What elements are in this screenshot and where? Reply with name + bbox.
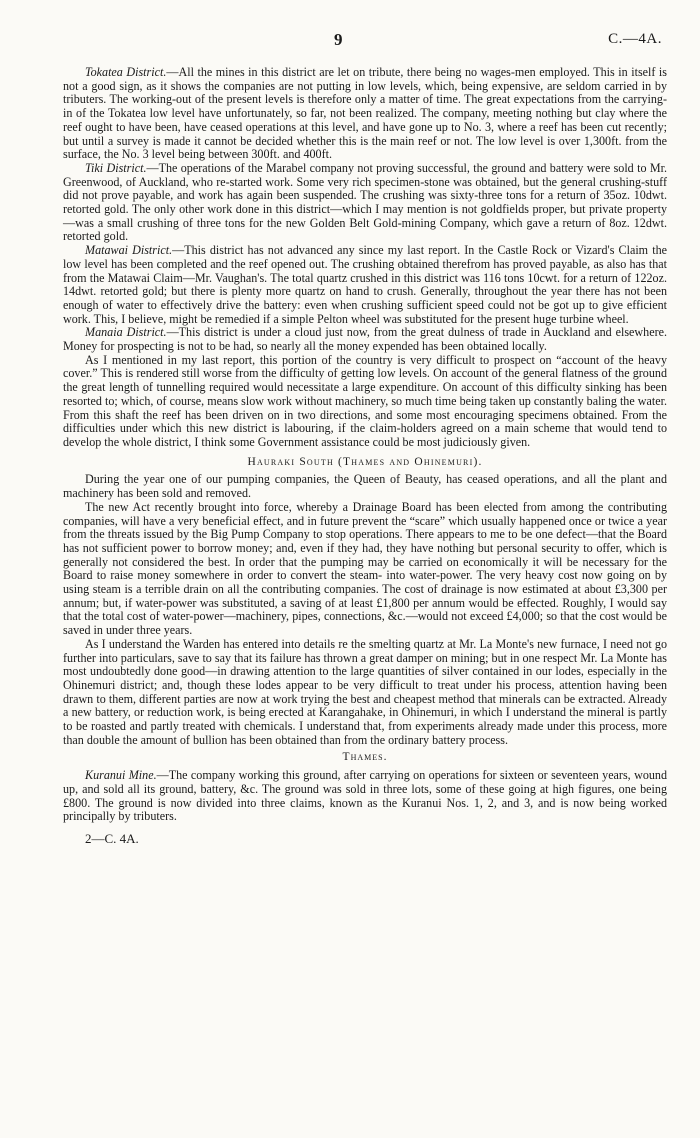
- page-number: 9: [334, 30, 343, 49]
- paragraph-text: —This district has not advanced any since my last report. In the Castle Rock or Vizard's Claim the low level has been completed and the reef opened out. The crushing obtained therefrom has proved payable, as also has that from the Matawai Claim—Mr. Vaughan's. The total quartz crushed in this district was 116 tons 10cwt. for a return of 122oz. 14dwt. retorted gold; but there is plenty more quartz on hand to crush. Generally, throughout the year there has not been enough of water to effectively drive the battery: even when crushing sufficient speed could not be got up to give efficient work. This, I believe, might be remedied if a simple Pelton wheel was substituted for the present huge turbine wheel.: [63, 243, 667, 326]
- paragraph-pumping: [63, 473, 667, 500]
- page-header: [0, 30, 700, 52]
- document-reference: C.—4A.: [608, 31, 662, 47]
- paragraph-manaia: [63, 326, 667, 353]
- paragraph-text: As I understand the Warden has entered into details re the smelting quartz at Mr. La Monte's new furnace, I need not go further into particulars, save to say that its failure has thrown a great damper on mining; but in one respect Mr. La Monte has most undoubtedly done good—in drawing attention to the large quantities of silver contained in our lodes, especially in the Ohinemuri district; and, though these lodes appear to be very difficult to treat under his process, attention having been drawn to them, different parties are now at work trying the best and cheapest method that minerals can be extracted. Already a new battery, or reduction work, is being erected at Karangahake, in Ohinemuri, in which I understand the mineral is partly to be roasted and partly treated with chemicals. I understand that, from experiments already made under this process, more than double the amount of bullion has been obtained than from the ordinary battery process.: [63, 636, 667, 747]
- district-title: Tiki District.: [85, 160, 147, 175]
- paragraph-drainage-board: [63, 501, 667, 638]
- document-body: [63, 66, 667, 846]
- signature-mark: 2—C. 4A.: [85, 830, 139, 846]
- paragraph-smelting: [63, 638, 667, 748]
- district-title: Manaia District.: [85, 325, 167, 340]
- paragraph-manaia-continued: [63, 354, 667, 450]
- paragraph-text: As I mentioned in my last report, this portion of the country is very difficult to prospect on “account of the heavy cover.” This is rendered still worse from the difficulty of getting low levels. On account of the general flatness of the ground the great length of tunnelling required would necessitate a large expenditure. On account of this difficulty sinking has been resorted to; which, of course, means slow work without machinery, so much time being taken up constantly baling the water. From this shaft the reef has been driven on in two directions, and some most encouraging specimens obtained. From the difficulties under which this new district is labouring, if the claim-holders agreed on a main scheme that would tend to develop the whole district, I think some Government assistance could be most judiciously given.: [63, 352, 667, 449]
- paragraph-text: —The company working this ground, after carrying on operations for sixteen or seventeen years, wound up, and sold all its ground, battery, &c. The ground was sold in three lots, some of these going at high figures, one being £800. The ground is now divided into three claims, known as the Kuranui Nos. 1, 2, and 3, and is now being worked principally by tributers.: [63, 768, 668, 824]
- section-heading: Hauraki South (Thames and Ohinemuri).: [247, 455, 483, 468]
- paragraph-text: —All the mines in this district are let on tribute, there being no wages-men employed. This in itself is not a good sign, as it shows the companies are not putting in low levels, which, being expensive, are seldom carried in by tributers. The working-out of the present levels is therefore only a matter of time. The great expectations from the carrying-in of the Tokatea low level have unfortunately, so far, not been realized. The company, meeting nothing but clay where the reef ought to have been, have ceased operations at this level, and have gone up to No. 3, where a reef has been cut recently; but until a survey is made it cannot be decided whether this is the main reef or not. The low level is over 1,300ft. from the surface, the No. 3 level being between 300ft. and 400ft.: [63, 65, 667, 162]
- paragraph-tiki: [63, 162, 667, 244]
- district-title: Matawai District.: [85, 243, 173, 258]
- paragraph-tokatea: [63, 66, 667, 162]
- subsection-heading: Thames.: [342, 751, 388, 764]
- paragraph-text: —This district is under a cloud just now, from the great dulness of trade in Auckland and elsewhere. Money for prospecting is not to be had, so nearly all the money expended has been obtained locally.: [63, 325, 667, 354]
- mine-title: Kuranui Mine.: [85, 768, 157, 783]
- district-title: Tokatea District.: [85, 65, 167, 79]
- paragraph-matawai: [63, 244, 667, 326]
- paragraph-text: The new Act recently brought into force, whereby a Drainage Board has been elected from among the contributing companies, will have a very beneficial effect, and in future prevent the “scare” which usually happened once or twice a year from the threats issued by the Big Pump Company to stop operations. There appears to me to be one defect—that the Board has not sufficient power to borrow money; and, even if they had, they have nothing but personal security to offer, which is generally not considered the best. In order that the pumping may be carried on economically it will be necessary for the Board to raise money somewhere in order to convert the steam- into water-power. The very heavy cost now going on by using steam is a terrible drain on all the contributing companies. The cost of drainage is now estimated at about £3,300 per annum; but, if water-power was substituted, a saving of at least £1,800 per annum would be effected. Roughly, I would say that the total cost of water-power—machinery, pipes, connections, &c.—would not exceed £4,000; so that the cost would be saved in under three years.: [63, 499, 667, 638]
- paragraph-text: —The operations of the Marabel company not proving successful, the ground and battery were sold to Mr. Greenwood, of Auckland, who re-started work. Some very rich specimen-stone was obtained, but the general crushing-stuff did not prove payable, and work has again been suspended. The crushing was sixty-three tons for a return of 35oz. 10dwt. retorted gold. The only other work done in this district—which I may mention is not goldfields proper, but private property—was a small crushing of three tons for the new Golden Belt Gold-mining Company, which gave a return of 8oz. 12dwt. retorted gold.: [63, 160, 667, 244]
- paragraph-text: During the year one of our pumping companies, the Queen of Beauty, has ceased operations, and all the plant and machinery has been sold and removed.: [63, 472, 667, 501]
- paragraph-kuranui: [63, 769, 667, 824]
